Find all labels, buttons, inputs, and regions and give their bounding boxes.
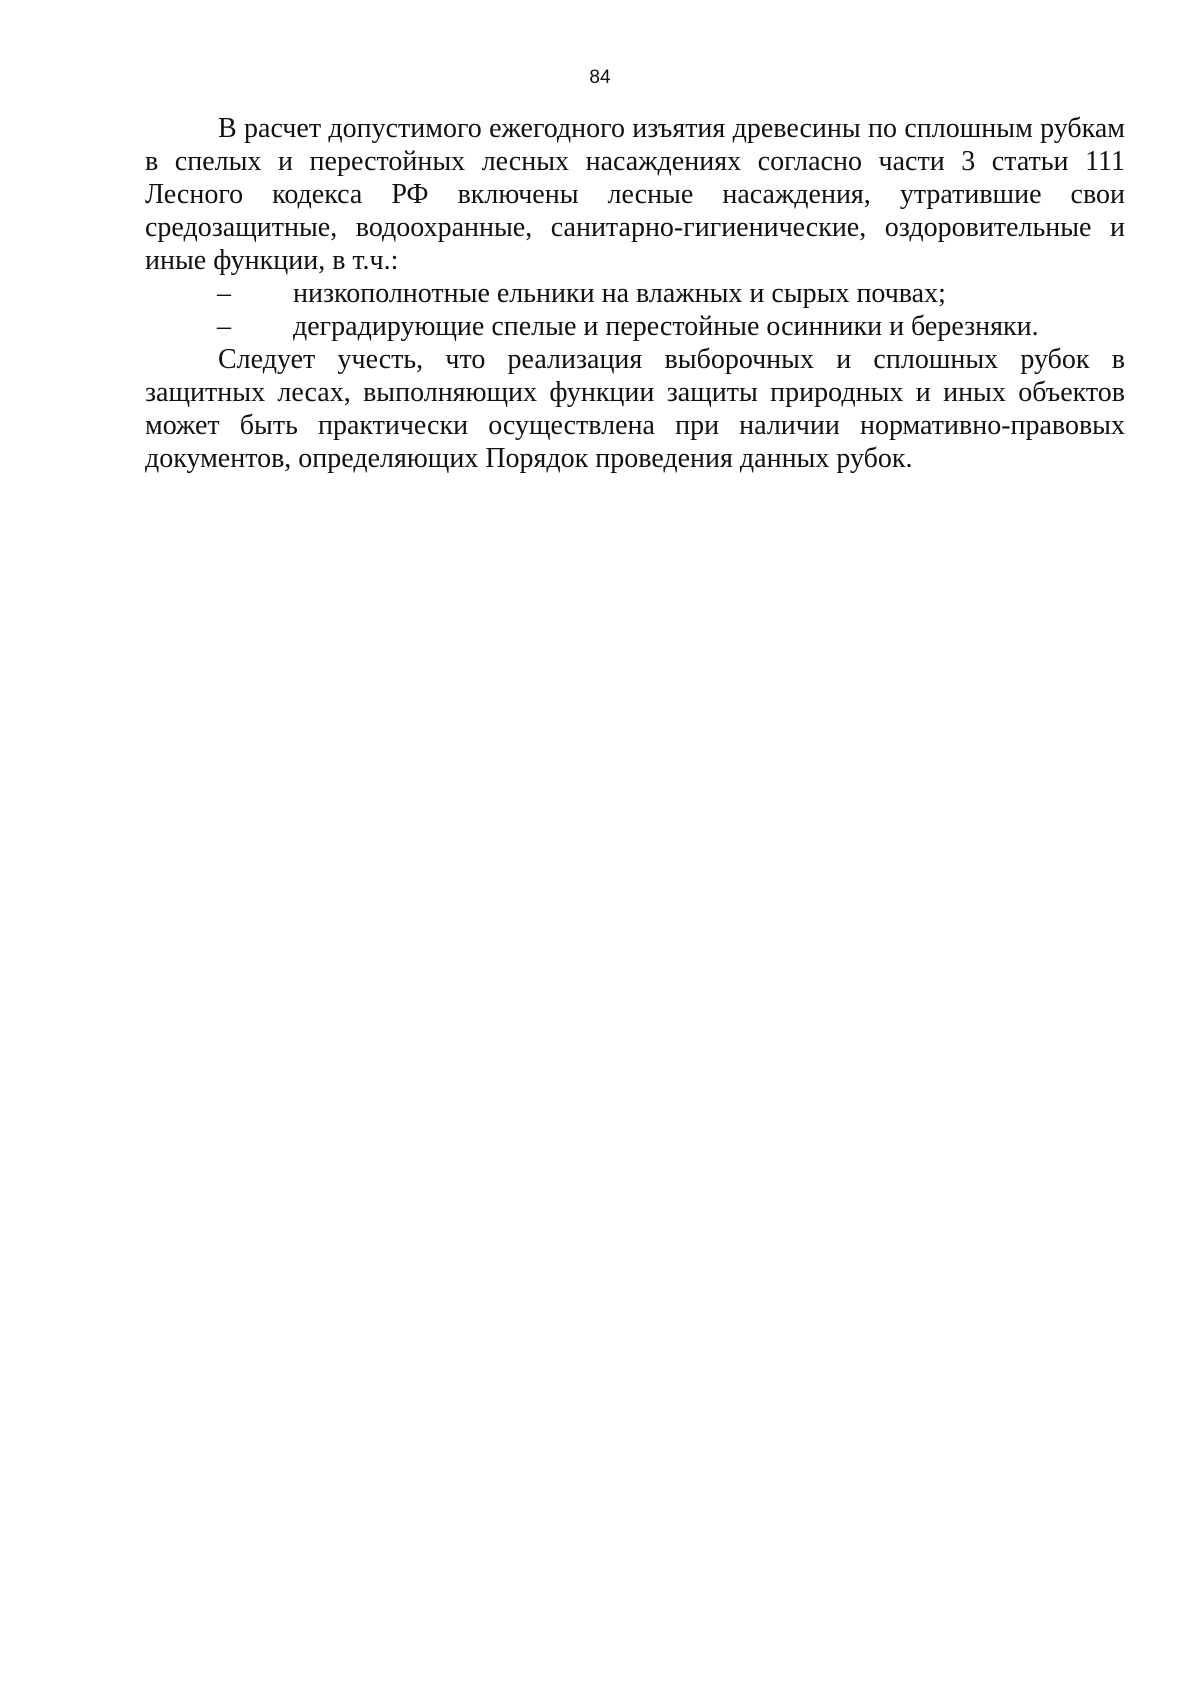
bullet-list xyxy=(145,277,1125,343)
list-item-text: низкополнотные ельники на влажных и сырых почвах; xyxy=(293,278,946,309)
paragraph-intro: В расчет допустимого ежегодного изъятия древесины по сплошным рубкам в спелых и перестойных лесных насаждениях согласно части 3 статьи 111 Лесного кодекса РФ включены лесные насаждения, утратившие свои средозащитные, водоохранные, санитарно-гигиенические, оздоровительные и иные функции, в т.ч.: xyxy=(145,113,1125,276)
list-dash: – xyxy=(217,311,231,342)
list-item-text: деградирующие спелые и перестойные осинники и березняки. xyxy=(293,311,1039,342)
list-dash: – xyxy=(217,278,231,309)
page-content xyxy=(145,112,1125,475)
list-item xyxy=(145,277,1125,310)
page-number: 84 xyxy=(589,67,611,88)
list-item xyxy=(145,310,1125,343)
paragraph-conclusion: Следует учесть, что реализация выборочных и сплошных рубок в защитных лесах, выполняющих функции защиты природных и иных объектов может быть практически осуществлена при наличии нормативно-правовых документов, определяющих Порядок проведения данных рубок. xyxy=(145,344,1125,474)
